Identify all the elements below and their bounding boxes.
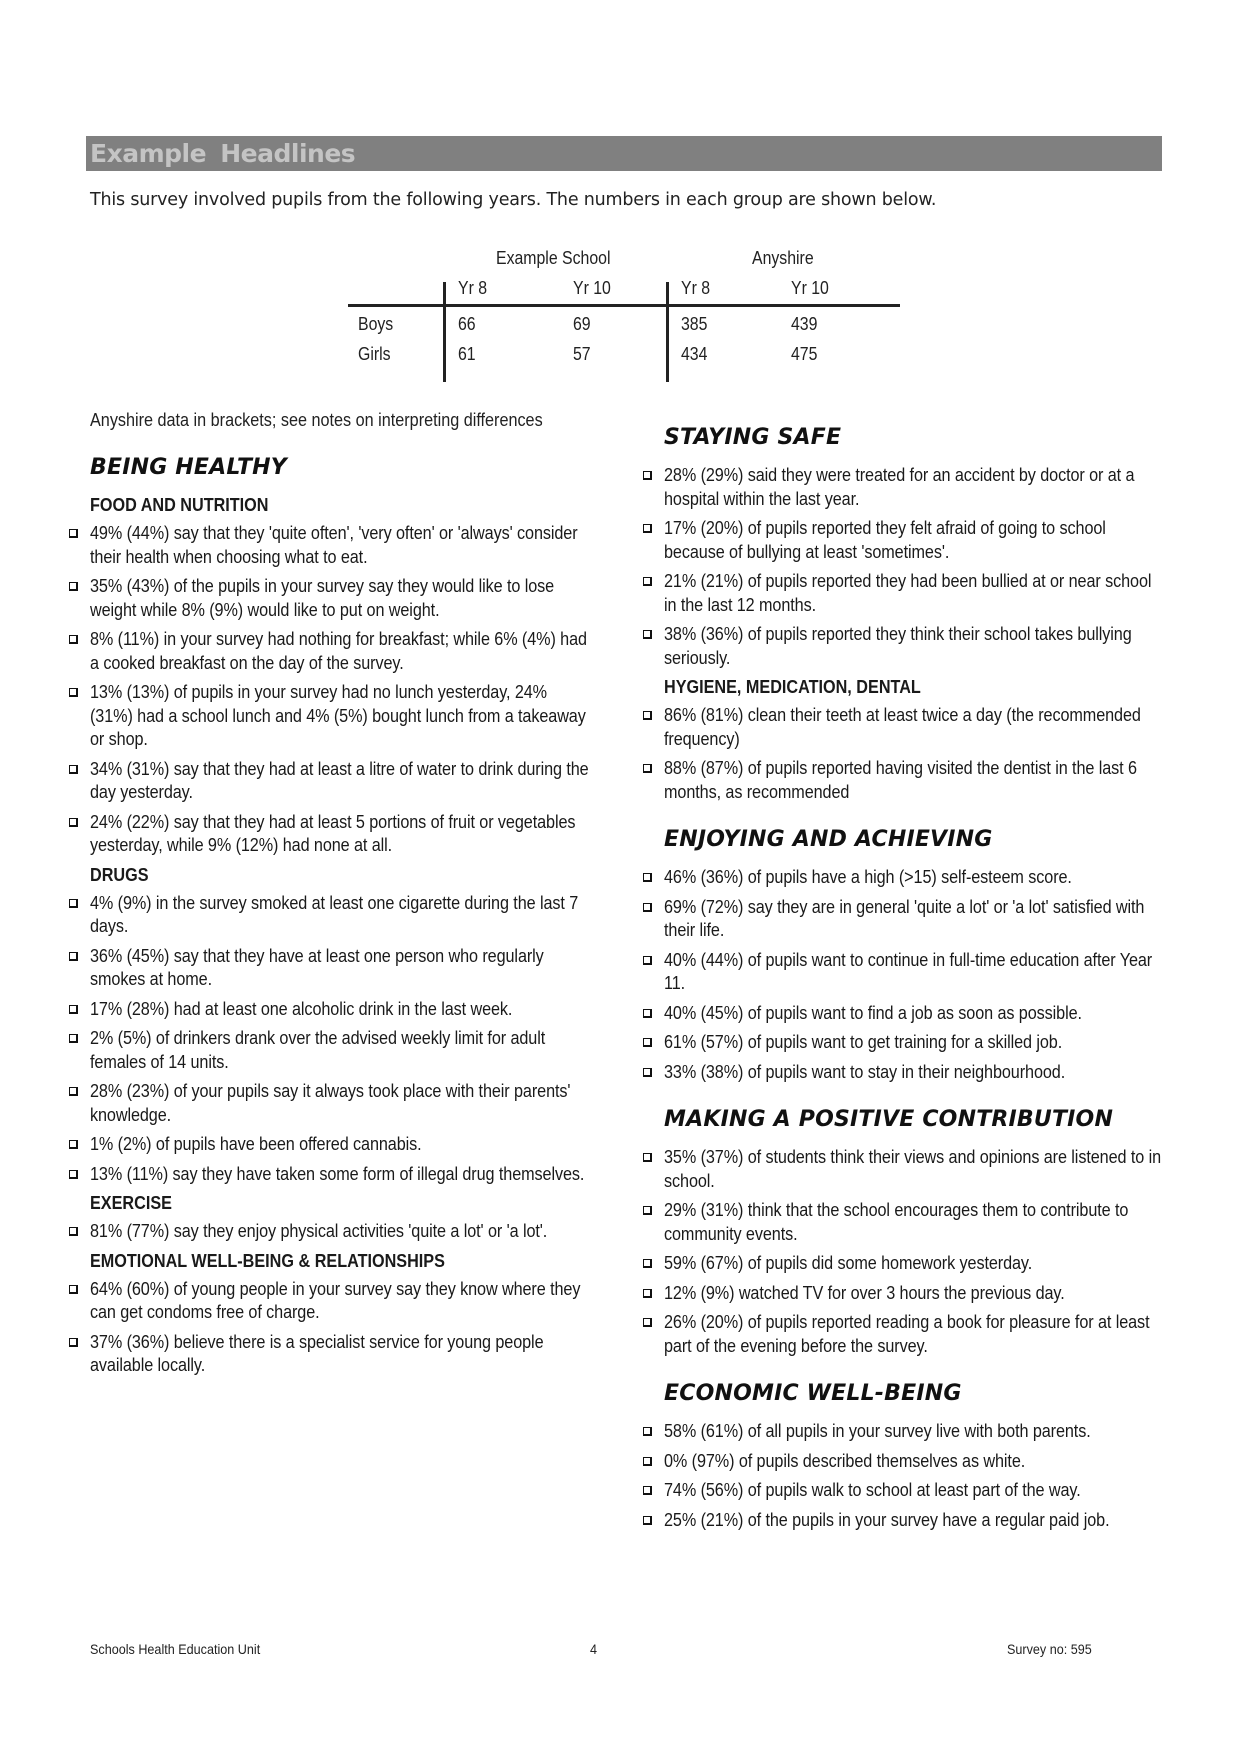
subsection-drugs: DRUGS	[90, 864, 149, 885]
list-item	[66, 1163, 626, 1187]
subsection-exercise: EXERCISE	[90, 1193, 172, 1213]
section-title-enjoying: ENJOYING AND ACHIEVING	[664, 827, 993, 852]
list-item-text: 46% (36%) of pupils have a high (>15) self-esteem score.	[664, 867, 1072, 887]
checkbox-icon	[69, 952, 78, 961]
economic-list	[640, 1420, 1200, 1532]
table-cell: 66	[458, 314, 476, 334]
headline-banner	[86, 136, 1162, 171]
list-item	[640, 623, 1200, 670]
checkbox-icon	[643, 1038, 652, 1047]
list-item	[66, 1331, 626, 1378]
checkbox-icon	[643, 873, 652, 882]
subsection-hygiene: HYGIENE, MEDICATION, DENTAL	[664, 677, 921, 697]
list-item-text: 34% (31%) say that they had at least a litre of water to drink during the day yesterday.	[90, 758, 589, 802]
list-item	[66, 1133, 626, 1157]
list-item	[640, 1479, 1200, 1503]
list-item-text: 36% (45%) say that they have at least one person who regularly smokes at home.	[90, 945, 544, 989]
list-item-text: 86% (81%) clean their teeth at least twice a day (the recommended frequency)	[664, 705, 1141, 749]
list-item	[66, 1080, 626, 1127]
list-item-text: 13% (11%) say they have taken some form of illegal drug themselves.	[90, 1163, 585, 1184]
checkbox-icon	[69, 1005, 78, 1014]
list-item-text: 21% (21%) of pupils reported they had been bullied at or near school in the last 12 months.	[664, 571, 1152, 615]
checkbox-icon	[69, 765, 78, 774]
list-item	[640, 1031, 1200, 1055]
table-cell: 57	[573, 344, 591, 364]
checkbox-icon	[69, 1227, 78, 1236]
anyshire-note: Anyshire data in brackets; see notes on interpreting differences	[90, 410, 543, 430]
table-cell: 69	[573, 314, 591, 334]
list-item	[640, 1252, 1200, 1276]
list-item	[66, 758, 626, 805]
list-item-text: 2% (5%) of drinkers drank over the advised weekly limit for adult females of 14 units.	[90, 1028, 546, 1072]
list-item-text: 13% (13%) of pupils in your survey had no lunch yesterday, 24% (31%) had a school lunch and 4% (5%) bought lunch from a takeaway or shop.	[90, 682, 586, 749]
section-title-economic: ECONOMIC WELL-BEING	[664, 1381, 962, 1406]
column-header: Yr 8	[458, 278, 488, 298]
table-divider	[666, 282, 669, 382]
drugs-list	[66, 892, 626, 1187]
list-item-text: 0% (97%) of pupils described themselves as white.	[664, 1450, 1026, 1471]
list-item-text: 59% (67%) of pupils did some homework yesterday.	[664, 1253, 1033, 1273]
checkbox-icon	[643, 1206, 652, 1215]
list-item	[66, 945, 626, 992]
emotional-list	[66, 1278, 626, 1378]
list-item-text: 17% (20%) of pupils reported they felt afraid of going to school because of bullying at least 'sometimes'.	[664, 518, 1106, 562]
list-item-text: 64% (60%) of young people in your survey say they know where they can get condoms free of charge.	[90, 1278, 581, 1322]
list-item-text: 58% (61%) of all pupils in your survey live with both parents.	[664, 1421, 1091, 1441]
checkbox-icon	[69, 1034, 78, 1043]
checkbox-icon	[643, 1259, 652, 1268]
checkbox-icon	[643, 1068, 652, 1077]
list-item-text: 38% (36%) of pupils reported they think their school takes bullying seriously.	[664, 624, 1132, 668]
list-item-text: 25% (21%) of the pupils in your survey have a regular paid job.	[664, 1509, 1110, 1530]
table-cell: 475	[791, 344, 818, 364]
list-item	[640, 1509, 1200, 1533]
list-item	[640, 1002, 1200, 1026]
section-positive-contribution	[640, 1106, 1200, 1358]
list-item-text: 12% (9%) watched TV for over 3 hours the previous day.	[664, 1282, 1065, 1303]
list-item	[640, 464, 1200, 511]
checkbox-icon	[69, 635, 78, 644]
list-item	[66, 1278, 626, 1325]
checkbox-icon	[643, 711, 652, 720]
section-title-being-healthy: BEING HEALTHY	[90, 455, 287, 480]
list-item-text: 17% (28%) had at least one alcoholic drink in the last week.	[90, 998, 513, 1019]
group-header-anyshire: Anyshire	[752, 248, 814, 268]
list-item-text: 33% (38%) of pupils want to stay in their neighbourhood.	[664, 1061, 1066, 1082]
checkbox-icon	[69, 1285, 78, 1294]
checkbox-icon	[643, 956, 652, 965]
section-title-positive-contribution: MAKING A POSITIVE CONTRIBUTION	[664, 1107, 1114, 1132]
list-item	[66, 681, 626, 752]
list-item-text: 81% (77%) say they enjoy physical activities 'quite a lot' or 'a lot'.	[90, 1221, 548, 1241]
list-item-text: 88% (87%) of pupils reported having visited the dentist in the last 6 months, as recommended	[664, 758, 1137, 802]
enjoying-list	[640, 866, 1200, 1084]
checkbox-icon	[69, 1170, 78, 1179]
right-column	[640, 424, 1200, 1554]
list-item	[640, 1282, 1200, 1306]
list-item	[640, 570, 1200, 617]
row-label: Boys	[358, 314, 394, 334]
list-item	[640, 1061, 1200, 1085]
checkbox-icon	[643, 1516, 652, 1525]
checkbox-icon	[643, 1289, 652, 1298]
row-label: Girls	[358, 344, 391, 364]
exercise-list	[66, 1220, 626, 1244]
checkbox-icon	[69, 582, 78, 591]
list-item	[640, 1199, 1200, 1246]
list-item	[640, 704, 1200, 751]
checkbox-icon	[643, 630, 652, 639]
table-cell: 61	[458, 344, 476, 364]
positive-list	[640, 1146, 1200, 1358]
checkbox-icon	[643, 1457, 652, 1466]
list-item	[66, 892, 626, 939]
list-item-text: 74% (56%) of pupils walk to school at least part of the way.	[664, 1480, 1081, 1500]
section-economic	[640, 1380, 1200, 1532]
checkbox-icon	[643, 1427, 652, 1436]
column-header: Yr 8	[681, 278, 711, 298]
list-item-text: 35% (43%) of the pupils in your survey say they would like to lose weight while 8% (9%) would like to put on weight.	[90, 576, 555, 620]
checkbox-icon	[643, 1009, 652, 1018]
list-item-text: 40% (45%) of pupils want to find a job as soon as possible.	[664, 1002, 1082, 1023]
subsection-food-nutrition: FOOD AND NUTRITION	[90, 495, 269, 515]
section-staying-safe	[640, 424, 1200, 804]
checkbox-icon	[643, 471, 652, 480]
list-item	[640, 1450, 1200, 1474]
footer-organisation: Schools Health Education Unit	[90, 1641, 261, 1657]
list-item-text: 24% (22%) say that they had at least 5 portions of fruit or vegetables yesterday, while 9% (12%) had none at all.	[90, 811, 576, 855]
list-item-text: 40% (44%) of pupils want to continue in full-time education after Year 11.	[664, 949, 1153, 993]
list-item-text: 4% (9%) in the survey smoked at least one cigarette during the last 7 days.	[90, 892, 579, 936]
checkbox-icon	[69, 899, 78, 908]
list-item	[66, 1027, 626, 1074]
hygiene-list	[640, 704, 1200, 804]
list-item	[640, 949, 1200, 996]
subsection-emotional: EMOTIONAL WELL-BEING & RELATIONSHIPS	[90, 1250, 445, 1271]
list-item-text: 61% (57%) of pupils want to get training for a skilled job.	[664, 1032, 1063, 1052]
left-column	[66, 454, 626, 1384]
checkbox-icon	[643, 1486, 652, 1495]
food-list	[66, 522, 626, 858]
list-item	[640, 896, 1200, 943]
list-item	[640, 1420, 1200, 1444]
list-item	[640, 1311, 1200, 1358]
checkbox-icon	[643, 903, 652, 912]
table-cell: 439	[791, 314, 818, 334]
list-item-text: 8% (11%) in your survey had nothing for breakfast; while 6% (4%) had a cooked breakfast on the day of the survey.	[90, 629, 587, 673]
checkbox-icon	[643, 1153, 652, 1162]
checkbox-icon	[69, 818, 78, 827]
list-item-text: 26% (20%) of pupils reported reading a book for pleasure for at least part of the evening before the survey.	[664, 1312, 1150, 1356]
table-divider	[443, 282, 446, 382]
checkbox-icon	[69, 1140, 78, 1149]
list-item	[66, 575, 626, 622]
list-item	[640, 757, 1200, 804]
list-item	[66, 1220, 626, 1244]
checkbox-icon	[69, 529, 78, 538]
list-item	[66, 998, 626, 1022]
table-header-rule	[348, 304, 900, 307]
table-cell: 385	[681, 314, 708, 334]
list-item-text: 35% (37%) of students think their views and opinions are listened to in school.	[664, 1147, 1162, 1191]
checkbox-icon	[643, 524, 652, 533]
checkbox-icon	[643, 764, 652, 773]
list-item	[640, 866, 1200, 890]
section-title-staying-safe: STAYING SAFE	[664, 425, 842, 450]
column-header: Yr 10	[791, 278, 829, 298]
intro-text: This survey involved pupils from the following years. The numbers in each group are shown below.	[90, 190, 937, 210]
list-item-text: 1% (2%) of pupils have been offered cannabis.	[90, 1134, 422, 1154]
list-item	[640, 1146, 1200, 1193]
section-enjoying	[640, 826, 1200, 1084]
column-header: Yr 10	[573, 278, 611, 298]
checkbox-icon	[69, 1338, 78, 1347]
checkbox-icon	[643, 1318, 652, 1327]
checkbox-icon	[69, 688, 78, 697]
checkbox-icon	[69, 1087, 78, 1096]
list-item-text: 37% (36%) believe there is a specialist service for young people available locally.	[90, 1331, 544, 1375]
checkbox-icon	[643, 577, 652, 586]
survey-numbers-table	[348, 248, 900, 380]
footer-page-number: 4	[590, 1641, 598, 1657]
list-item	[66, 811, 626, 858]
list-item-text: 49% (44%) say that they 'quite often', 'very often' or 'always' consider their health when choosing what to eat.	[90, 523, 578, 567]
list-item	[66, 522, 626, 569]
list-item	[66, 628, 626, 675]
group-header-school: Example School	[496, 248, 611, 268]
list-item-text: 28% (23%) of your pupils say it always took place with their parents' knowledge.	[90, 1081, 571, 1125]
page-title: Example Headlines	[90, 139, 356, 168]
list-item-text: 69% (72%) say they are in general 'quite a lot' or 'a lot' satisfied with their life.	[664, 896, 1145, 940]
list-item-text: 28% (29%) said they were treated for an accident by doctor or at a hospital within the last year.	[664, 465, 1135, 509]
list-item	[640, 517, 1200, 564]
footer-survey-number: Survey no: 595	[1007, 1641, 1092, 1657]
table-cell: 434	[681, 344, 708, 364]
list-item-text: 29% (31%) think that the school encourages them to contribute to community events.	[664, 1200, 1129, 1244]
staying-safe-list	[640, 464, 1200, 670]
